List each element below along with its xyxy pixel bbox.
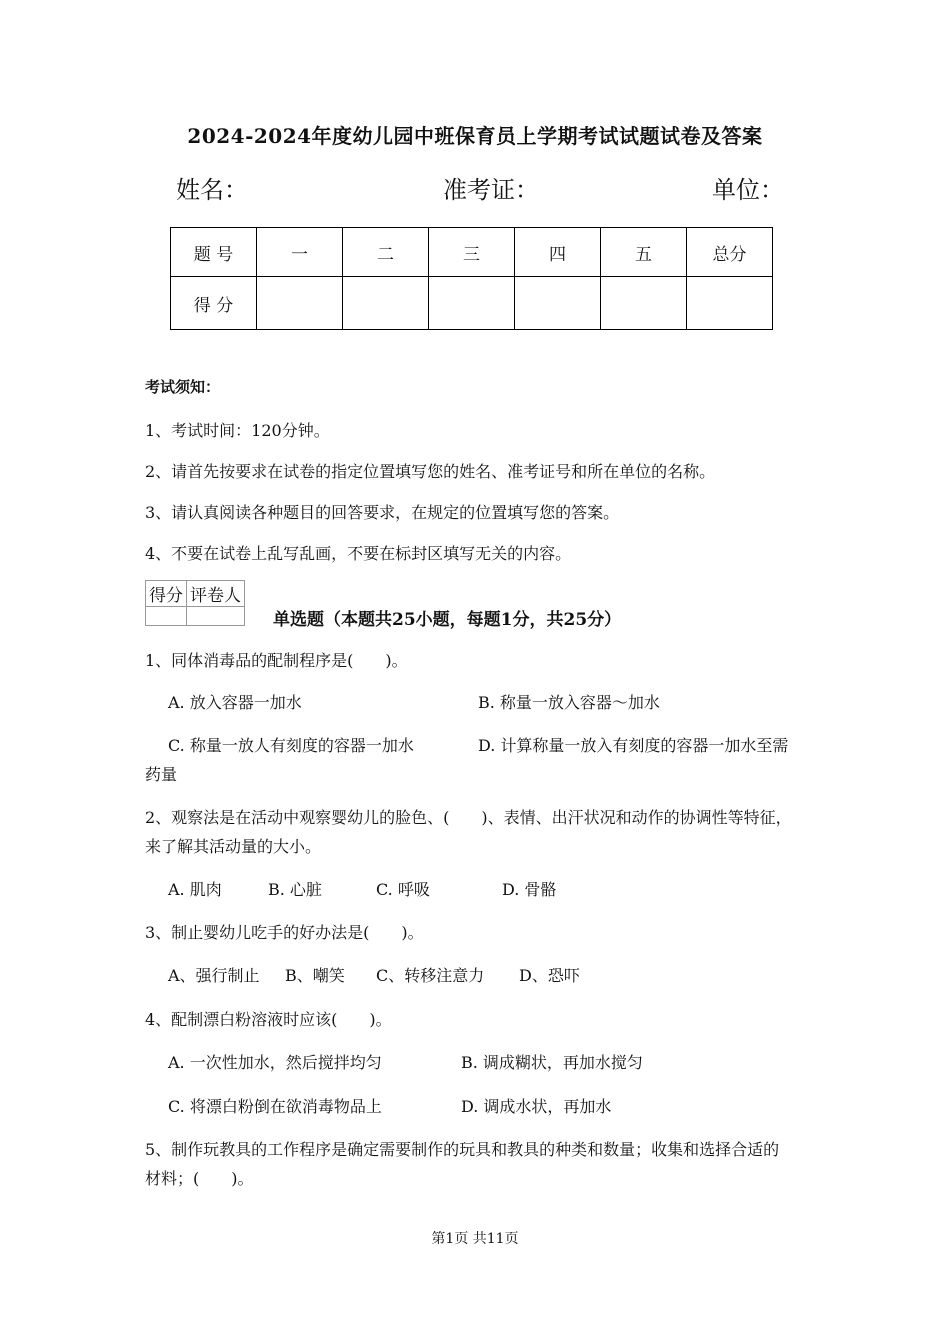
question-2-stem-line-1: 2、观察法是在活动中观察婴幼儿的脸色、( )、表情、出汗状况和动作的协调性等特征，: [145, 808, 792, 827]
section-4-header: 四: [515, 228, 601, 277]
question-1-option-d[interactable]: D. 计算称量一放入有刻度的容器一加水至需: [478, 736, 789, 755]
question-3-stem: 3、制止婴幼儿吃手的好办法是( )。: [145, 923, 424, 942]
grader-name-label: 评卷人: [187, 581, 245, 607]
section-5-header: 五: [601, 228, 687, 277]
score-cell[interactable]: [429, 277, 515, 330]
question-1-option-b[interactable]: B. 称量一放入容器～加水: [478, 693, 660, 712]
notice-item: 2、请首先按要求在试卷的指定位置填写您的姓名、准考证号和所在单位的名称。: [145, 462, 716, 481]
notice-item: 3、请认真阅读各种题目的回答要求，在规定的位置填写您的答案。: [145, 503, 620, 522]
score-cell[interactable]: [257, 277, 343, 330]
score-table: [170, 227, 773, 330]
page-footer: 第1页 共11页: [431, 1231, 519, 1247]
question-number-header: 题 号: [171, 228, 257, 277]
score-cell[interactable]: [343, 277, 429, 330]
question-3-option-c[interactable]: C、转移注意力: [376, 966, 485, 985]
grader-score-label: 得分: [146, 581, 187, 607]
notice-item: 1、考试时间：120分钟。: [145, 421, 330, 440]
question-4-stem: 4、配制漂白粉溶液时应该( )。: [145, 1010, 392, 1029]
question-5-stem-line-1: 5、制作玩教具的工作程序是确定需要制作的玩具和教具的种类和数量；收集和选择合适的: [145, 1140, 780, 1159]
question-1-option-d-continued: 药量: [145, 765, 178, 784]
question-2-option-d[interactable]: D. 骨骼: [502, 880, 557, 899]
question-1-option-a[interactable]: A. 放入容器一加水: [168, 693, 302, 712]
question-3-option-d[interactable]: D、恐吓: [519, 966, 580, 985]
section-3-header: 三: [429, 228, 515, 277]
score-table-header-row: [171, 228, 773, 277]
section-2-header: 二: [343, 228, 429, 277]
grader-score-cell[interactable]: [146, 607, 187, 626]
question-2-option-b[interactable]: B. 心脏: [268, 880, 322, 899]
total-score-cell[interactable]: [687, 277, 773, 330]
question-3-option-a[interactable]: A、强行制止: [168, 966, 260, 985]
notice-title: 考试须知：: [145, 378, 221, 396]
score-cell[interactable]: [601, 277, 687, 330]
section-title: 单选题（本题共25小题，每题1分，共25分）: [273, 610, 622, 630]
notice-item: 4、不要在试卷上乱写乱画，不要在标封区填写无关的内容。: [145, 544, 572, 563]
document-title: 2024-2024年度幼儿园中班保育员上学期考试试题试卷及答案: [187, 124, 763, 148]
name-label: 姓名：: [176, 176, 248, 204]
question-3-option-b[interactable]: B、嘲笑: [285, 966, 345, 985]
question-4-option-d[interactable]: D. 调成水状，再加水: [461, 1097, 612, 1116]
question-2-option-a[interactable]: A. 肌肉: [168, 880, 222, 899]
question-2-stem-line-2: 来了解其活动量的大小。: [145, 837, 322, 856]
grader-table: [145, 580, 245, 626]
total-header: 总分: [687, 228, 773, 277]
score-table-score-row: [171, 277, 773, 330]
question-2-option-c[interactable]: C. 呼吸: [376, 880, 430, 899]
unit-label: 单位：: [712, 176, 784, 204]
question-5-stem-line-2: 材料；( )。: [145, 1169, 254, 1188]
exam-id-label: 准考证：: [443, 176, 539, 204]
score-cell[interactable]: [515, 277, 601, 330]
question-4-option-b[interactable]: B. 调成糊状，再加水搅匀: [461, 1053, 643, 1072]
question-4-option-a[interactable]: A. 一次性加水，然后搅拌均匀: [168, 1053, 382, 1072]
section-1-header: 一: [257, 228, 343, 277]
question-1-option-c[interactable]: C. 称量一放人有刻度的容器一加水: [168, 736, 414, 755]
question-4-option-c[interactable]: C. 将漂白粉倒在欲消毒物品上: [168, 1097, 382, 1116]
grader-name-cell[interactable]: [187, 607, 245, 626]
question-1-stem: 1、同体消毒品的配制程序是( )。: [145, 651, 408, 670]
score-row-label: 得 分: [171, 277, 257, 330]
